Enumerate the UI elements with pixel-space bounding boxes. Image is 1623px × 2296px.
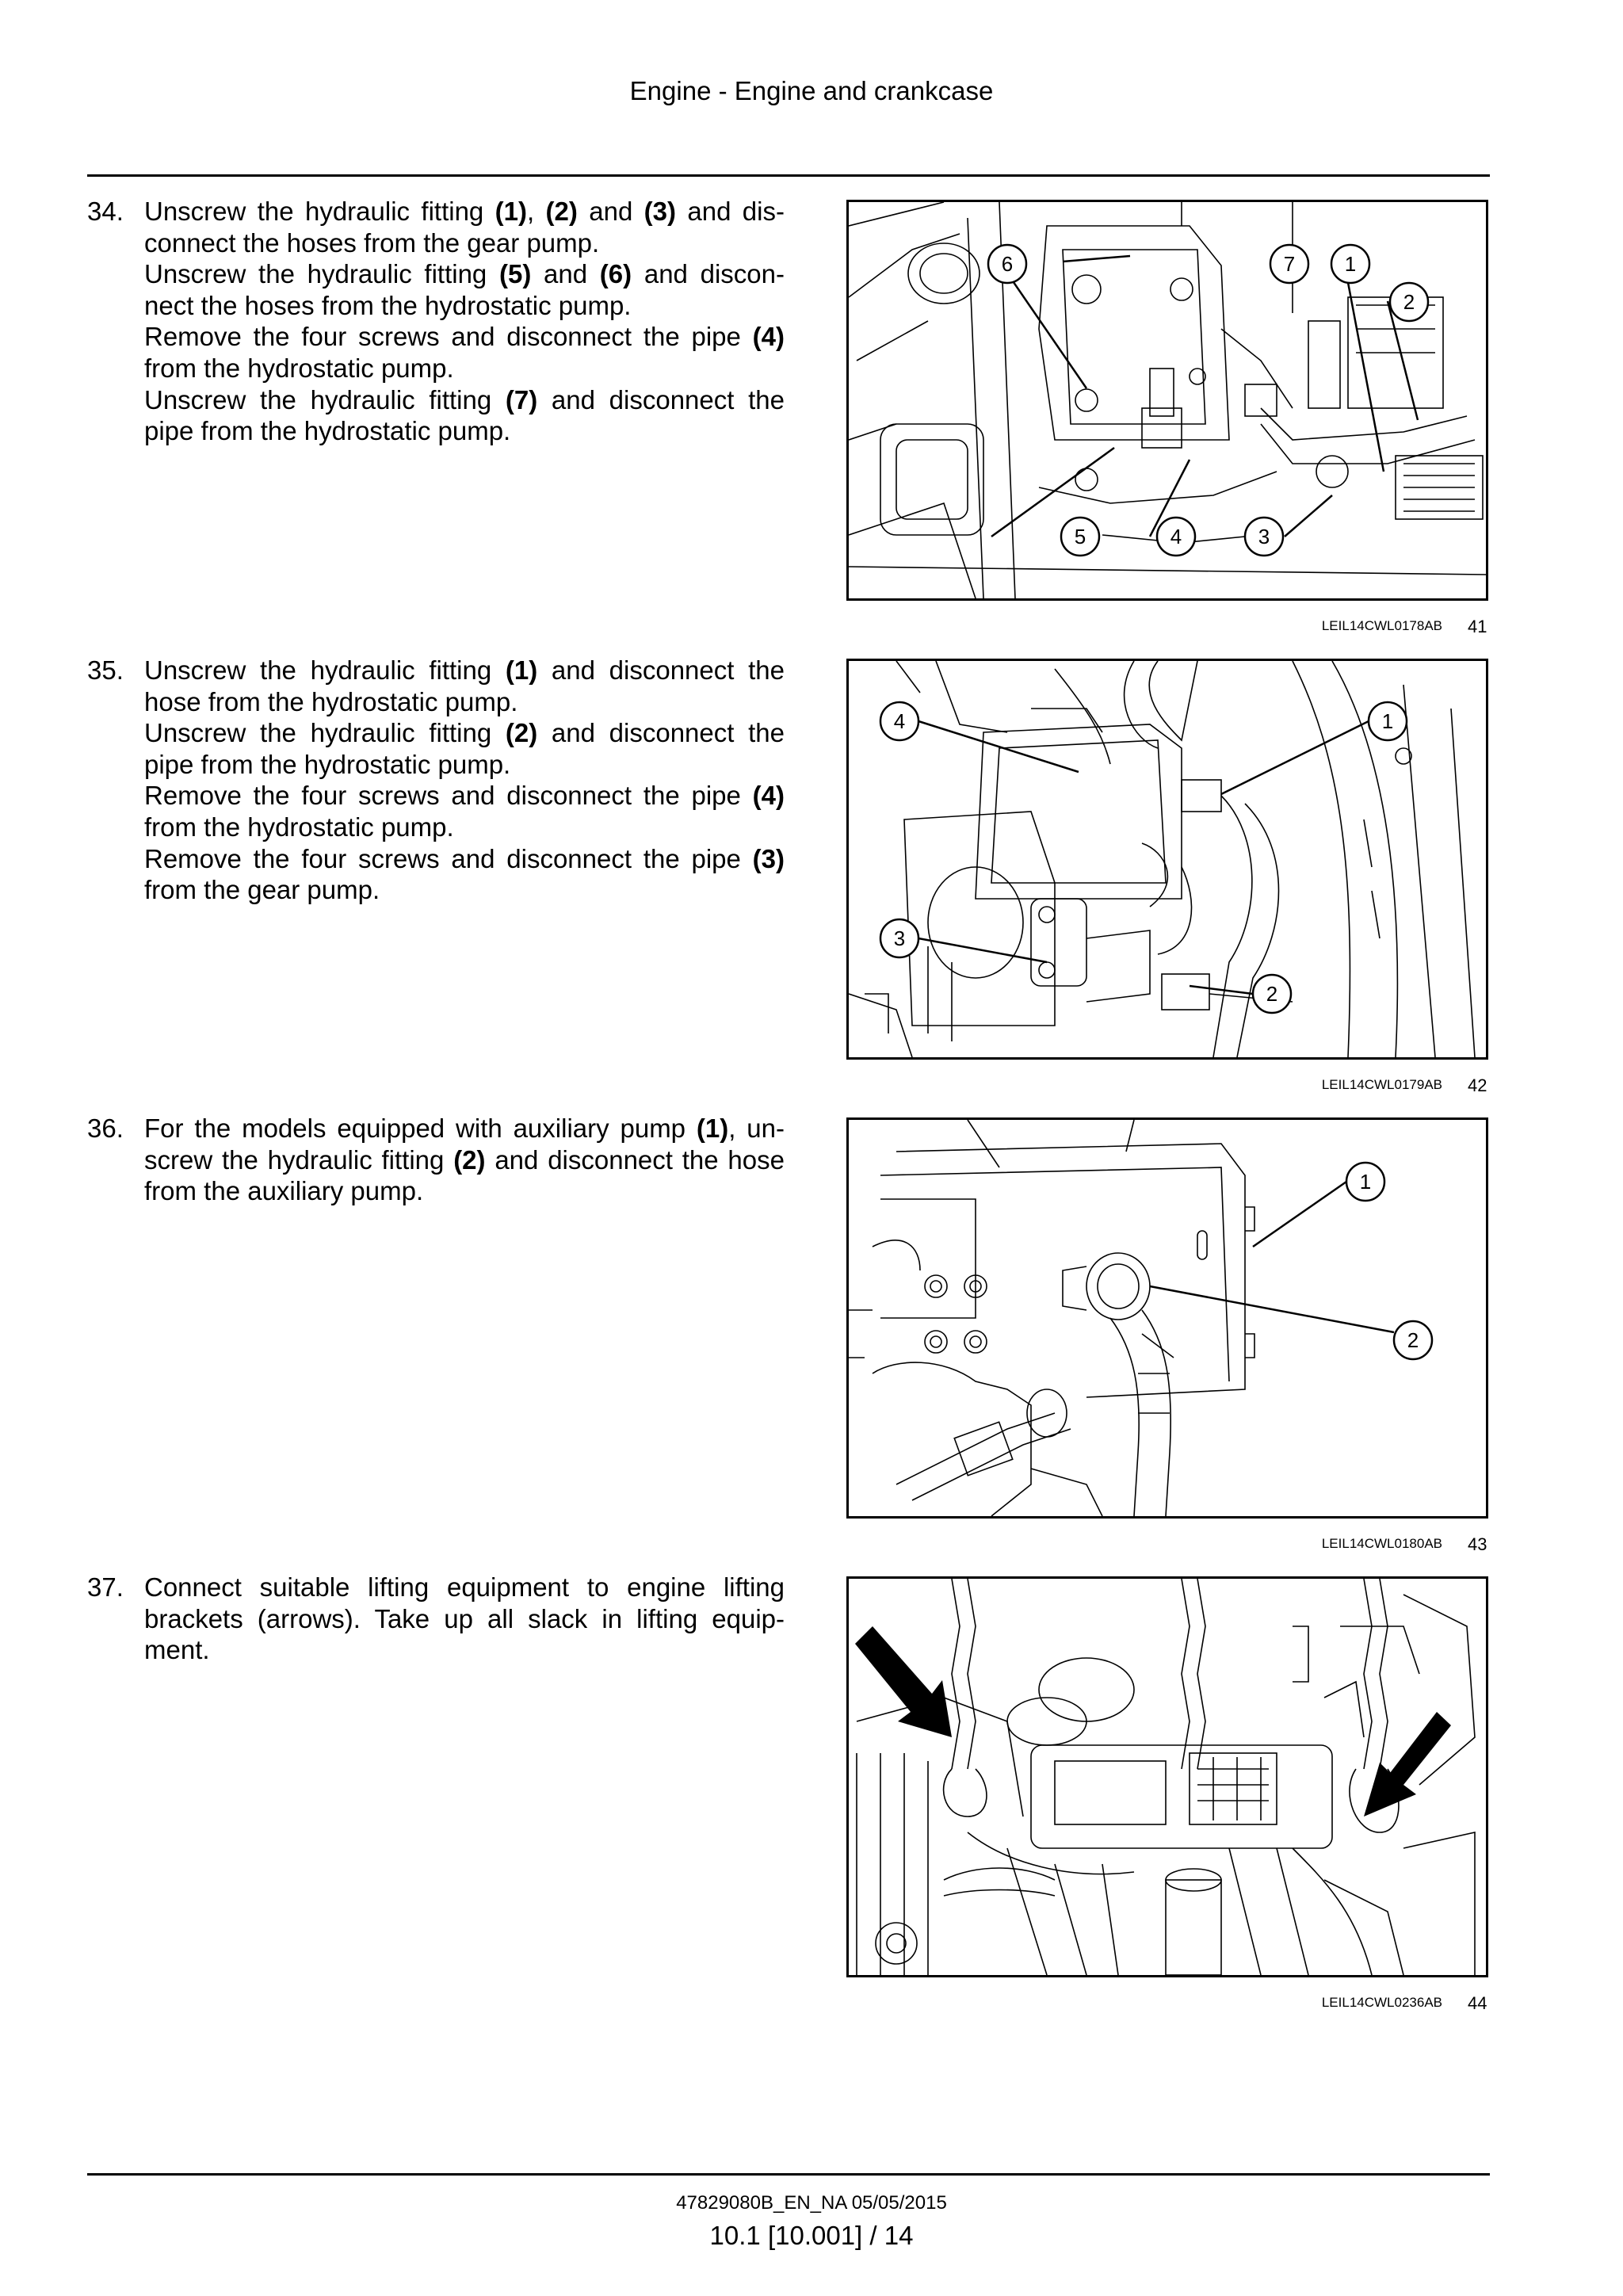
figure-44-illustration bbox=[846, 1576, 1488, 1977]
instruction-text: Unscrew the hydraulic fitting bbox=[144, 259, 499, 289]
reference-number: (1) bbox=[505, 655, 538, 685]
figure-code: LEIL14CWL0236AB bbox=[1321, 1995, 1442, 2010]
step-number: 37. bbox=[87, 1572, 124, 1602]
reference-number: (7) bbox=[505, 384, 538, 415]
figure-41-illustration bbox=[846, 200, 1488, 601]
callout-label: 3 bbox=[1258, 525, 1270, 548]
reference-number: (5) bbox=[498, 259, 532, 289]
step-paragraph bbox=[144, 717, 785, 780]
callout-label: 6 bbox=[1001, 252, 1014, 276]
callout-label: 4 bbox=[893, 709, 906, 733]
figure-code: LEIL14CWL0178AB bbox=[1321, 618, 1442, 633]
instruction-text: and bbox=[531, 259, 600, 289]
figure-number: 44 bbox=[1468, 1993, 1487, 2013]
step-34 bbox=[87, 196, 785, 447]
step-paragraph bbox=[144, 843, 785, 906]
step-paragraph bbox=[144, 196, 785, 258]
step-paragraph bbox=[144, 780, 785, 842]
reference-number: (3) bbox=[643, 197, 677, 226]
instruction-text: For the models equipped with auxiliary pump bbox=[144, 1114, 697, 1143]
step-paragraph bbox=[144, 321, 785, 384]
footer-rule bbox=[87, 2173, 1490, 2176]
callout-label: 1 bbox=[1381, 709, 1394, 733]
instruction-text: Remove the four screws and disconnect the pipe bbox=[144, 843, 753, 873]
step-body bbox=[144, 1113, 785, 1207]
step-paragraph bbox=[144, 1113, 785, 1207]
step-body bbox=[144, 655, 785, 906]
instruction-text: and disconnect the hose from the auxiliary pump. bbox=[144, 1144, 785, 1206]
callout-label: 4 bbox=[1170, 525, 1182, 548]
instruction-text: and disconnect the pipe from the hydrostatic pump. bbox=[144, 718, 785, 779]
step-paragraph bbox=[144, 655, 785, 717]
reference-number: (2) bbox=[505, 718, 538, 748]
figure-number: 43 bbox=[1468, 1534, 1487, 1554]
callout-label: 5 bbox=[1074, 525, 1086, 548]
hydraulic-pump-drawing bbox=[849, 202, 1486, 598]
lifting-bracket-arrow-left bbox=[855, 1626, 952, 1737]
auxiliary-pump-drawing bbox=[849, 1120, 1486, 1516]
figure-42-illustration bbox=[846, 659, 1488, 1060]
callout-label: 1 bbox=[1344, 252, 1357, 276]
step-paragraph bbox=[144, 1572, 785, 1666]
step-number: 34. bbox=[87, 197, 124, 226]
callout-label: 3 bbox=[893, 926, 906, 950]
instruction-text: Connect suitable lifting equipment to engine lifting brackets (arrows). Take up all slack in lifting equip-ment. bbox=[144, 1572, 785, 1665]
instruction-text: from the hydrostatic pump. bbox=[144, 353, 454, 383]
instruction-text: , un-screw the hydraulic fitting bbox=[144, 1114, 785, 1175]
step-body bbox=[144, 196, 785, 447]
instruction-text: and discon-nect the hoses from the hydrostatic pump. bbox=[144, 259, 785, 320]
reference-number: (2) bbox=[453, 1144, 486, 1175]
reference-number: (1) bbox=[696, 1114, 729, 1143]
step-paragraph bbox=[144, 258, 785, 321]
hydrostatic-pump-drawing bbox=[849, 661, 1486, 1057]
lifting-bracket-arrow-right bbox=[1364, 1712, 1451, 1817]
instruction-text: and dis-connect the hoses from the gear pump. bbox=[144, 197, 785, 258]
reference-number: (6) bbox=[599, 259, 632, 289]
reference-number: (2) bbox=[545, 197, 578, 226]
step-paragraph bbox=[144, 384, 785, 447]
page-header: Engine - Engine and crankcase bbox=[629, 76, 994, 105]
instruction-text: Unscrew the hydraulic fitting bbox=[144, 718, 506, 748]
step-number: 36. bbox=[87, 1114, 124, 1143]
figure-43-illustration bbox=[846, 1117, 1488, 1519]
reference-number: (4) bbox=[752, 781, 785, 811]
figure-code: LEIL14CWL0180AB bbox=[1321, 1536, 1442, 1551]
callout-label: 2 bbox=[1407, 1328, 1419, 1352]
instruction-text: Unscrew the hydraulic fitting bbox=[144, 197, 495, 226]
instruction-text: Remove the four screws and disconnect the pipe bbox=[144, 781, 753, 811]
instruction-text: from the hydrostatic pump. bbox=[144, 812, 454, 842]
instruction-text: Remove the four screws and disconnect the pipe bbox=[144, 322, 753, 352]
step-36 bbox=[87, 1113, 785, 1207]
instruction-text: Unscrew the hydraulic fitting bbox=[144, 384, 506, 415]
instruction-text: from the gear pump. bbox=[144, 875, 380, 905]
reference-number: (1) bbox=[495, 197, 527, 226]
callout-label: 2 bbox=[1266, 982, 1278, 1006]
reference-number: (4) bbox=[752, 322, 785, 352]
header-rule bbox=[87, 174, 1490, 177]
footer-doc-code: 47829080B_EN_NA 05/05/2015 bbox=[676, 2192, 947, 2214]
step-body bbox=[144, 1572, 785, 1666]
instruction-text: and bbox=[577, 197, 644, 226]
figure-number: 41 bbox=[1468, 617, 1487, 636]
reference-number: (3) bbox=[752, 843, 785, 873]
engine-lifting-drawing bbox=[849, 1579, 1486, 1975]
instruction-text: and disconnect the pipe from the hydrostatic pump. bbox=[144, 384, 785, 446]
step-37 bbox=[87, 1572, 785, 1666]
callout-label: 7 bbox=[1283, 252, 1296, 276]
step-number: 35. bbox=[87, 655, 124, 685]
instruction-text: and disconnect the hose from the hydrostatic pump. bbox=[144, 655, 785, 716]
figure-number: 42 bbox=[1468, 1075, 1487, 1095]
footer-page-number: 10.1 [10.001] / 14 bbox=[709, 2221, 914, 2250]
figure-code: LEIL14CWL0179AB bbox=[1321, 1077, 1442, 1092]
step-35 bbox=[87, 655, 785, 906]
callout-label: 2 bbox=[1403, 290, 1415, 314]
instruction-text: Unscrew the hydraulic fitting bbox=[144, 655, 506, 685]
instruction-text: , bbox=[526, 197, 546, 226]
callout-label: 1 bbox=[1359, 1170, 1372, 1194]
